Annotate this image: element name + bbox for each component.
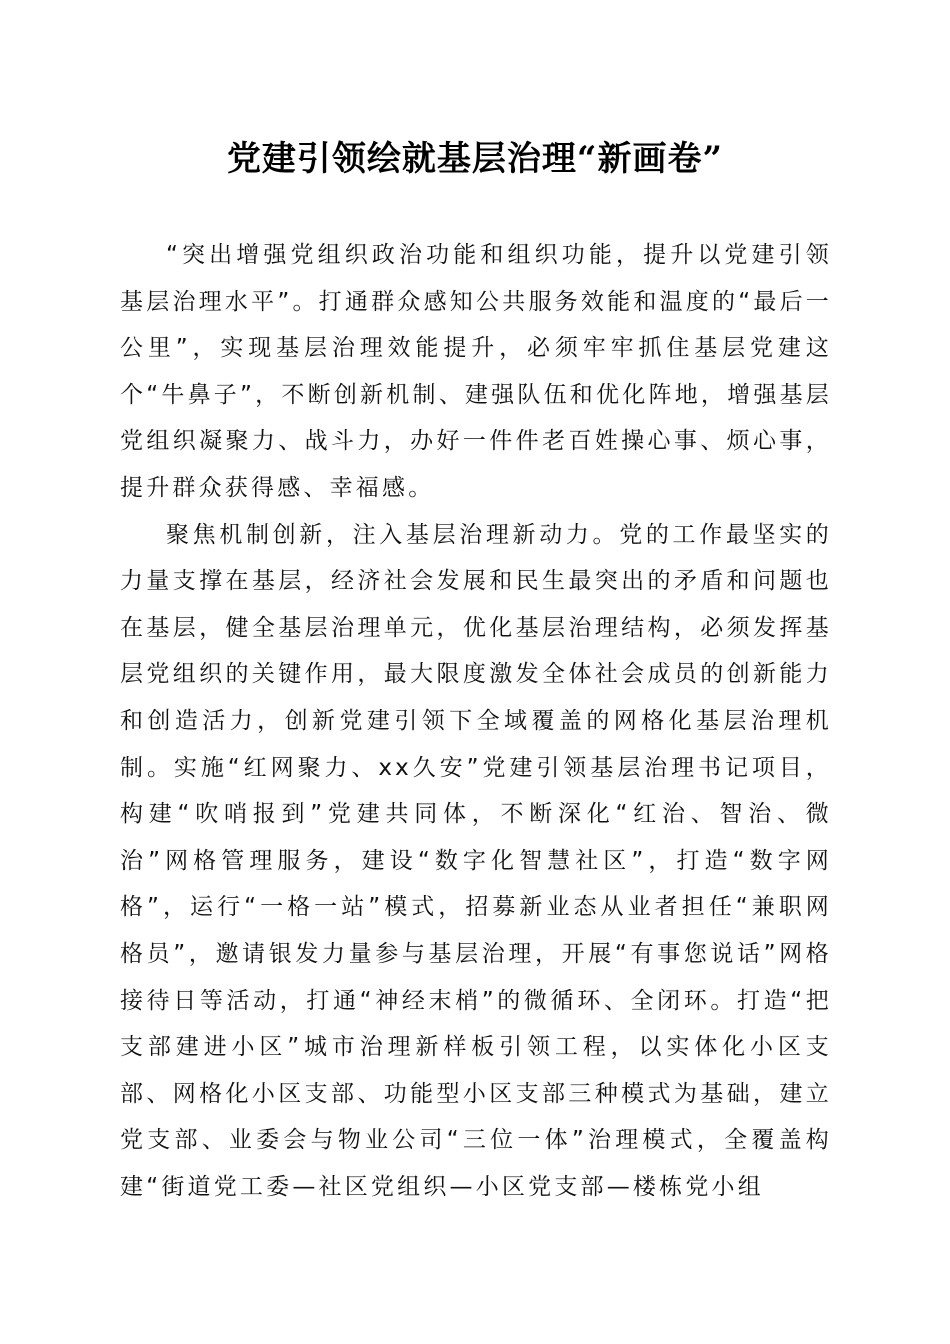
paragraph-intro: “突出增强党组织政治功能和组织功能，提升以党建引领基层治理水平”。打通群众感知公共服务效能和温度的“最后一公里”，实现基层治理效能提升，必须牢牢抓住基层党建这个“牛鼻子”，不断创新机制、建强队伍和优化阵地，增强基层党组织凝聚力、战斗力，办好一件件老百姓操心事、烦心事，提升群众获得感、幸福感。 (120, 242, 832, 501)
document-body (120, 232, 832, 1210)
document-title: 党建引领绘就基层治理“新画卷” (226, 139, 724, 179)
paragraph-mechanism-innovation: 聚焦机制创新，注入基层治理新动力。党的工作最坚实的力量支撑在基层，经济社会发展和民生最突出的矛盾和问题也在基层，健全基层治理单元，优化基层治理结构，必须发挥基层党组织的关键作用，最大限度激发全体社会成员的创新能力和创造活力，创新党建引领下全域覆盖的网格化基层治理机制。实施“红网聚力、xx久安”党建引领基层治理书记项目，构建“吹哨报到”党建共同体，不断深化“红治、智治、微治”网格管理服务，建设“数字化智慧社区”，打造“数字网格”，运行“一格一站”模式，招募新业态从业者担任“兼职网格员”，邀请银发力量参与基层治理，开展“有事您说话”网格接待日等活动，打通“神经末梢”的微循环、全闭环。打造“把支部建进小区”城市治理新样板引领工程，以实体化小区支部、网格化小区支部、功能型小区支部三种模式为基础，建立党支部、业委会与物业公司“三位一体”治理模式，全覆盖构建“街道党工委—社区党组织—小区党支部—楼栋党小组 (120, 521, 832, 1200)
